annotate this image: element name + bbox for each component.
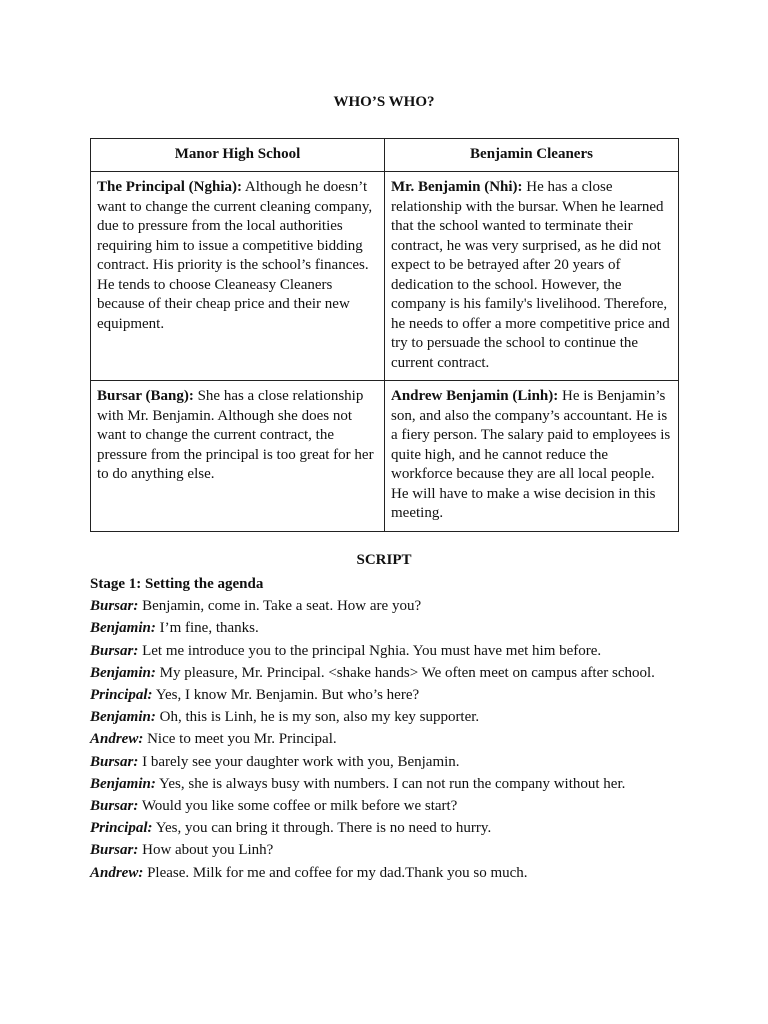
role-name: Bursar (Bang): (97, 388, 194, 404)
dialogue-line (90, 706, 690, 728)
dialogue-text: Let me introduce you to the principal Nghia. You must have met him before. (138, 642, 602, 659)
table-row (91, 172, 679, 381)
header-benjamin-cleaners: Benjamin Cleaners (385, 139, 679, 172)
dialogue-text: Please. Milk for me and coffee for my dad.Thank you so much. (143, 864, 528, 881)
script-heading: SCRIPT (356, 552, 412, 568)
dialogue-text: Oh, this is Linh, he is my son, also my key supporter. (155, 709, 480, 726)
dialogue-text: Yes, she is always busy with numbers. I can not run the company without her. (155, 775, 626, 792)
role-name: Mr. Benjamin (Nhi): (391, 179, 523, 195)
speaker-name: Principal: (90, 820, 153, 837)
dialogue-line (90, 773, 690, 795)
dialogue-text: Benjamin, come in. Take a seat. How are you? (138, 598, 422, 615)
cell-andrew-benjamin (385, 381, 679, 532)
script-body (90, 573, 690, 884)
speaker-name: Bursar: (90, 642, 139, 659)
speaker-name: Bursar: (90, 842, 139, 859)
speaker-name: Benjamin: (90, 709, 156, 726)
cell-bursar (91, 381, 385, 532)
speaker-name: Bursar: (90, 798, 139, 815)
dialogue-text: Would you like some coffee or milk before we start? (138, 798, 458, 815)
dialogue-text: My pleasure, Mr. Principal. <shake hands> We often meet on campus after school. (155, 664, 655, 681)
dialogue-text: Nice to meet you Mr. Principal. (143, 731, 337, 748)
dialogue-text: I barely see your daughter work with you, Benjamin. (138, 753, 460, 770)
dialogue-text: Yes, I know Mr. Benjamin. But who’s here? (152, 687, 420, 704)
table-header-row (91, 139, 679, 172)
speaker-name: Principal: (90, 687, 153, 704)
role-description: Although he doesn’t want to change the current cleaning company, due to pressure from the local authorities requiring him to issue a competitive bidding contract. His priority is the school’s finances. He tends to choose Cleaneasy Cleaners because of their cheap price and their new equipment. (97, 179, 373, 332)
dialogue-line (90, 728, 690, 750)
dialogue-line (90, 617, 690, 639)
dialogue-line (90, 817, 690, 839)
table-row (91, 381, 679, 532)
dialogue-line (90, 684, 690, 706)
speaker-name: Benjamin: (90, 620, 156, 637)
dialogue-line (90, 862, 690, 884)
dialogue-text: Yes, you can bring it through. There is no need to hurry. (152, 820, 492, 837)
speaker-name: Andrew: (90, 864, 144, 881)
role-description: He has a close relationship with the bursar. When he learned that the school wanted to terminate their contract, he was very surprised, as he did not expect to be betrayed after 20 years of dedication to the school. However, the company is his family's livelihood. Therefore, he needs to offer a more competitive price and try to persuade the school to continue the current contract. (391, 179, 670, 371)
dialogue-text: How about you Linh? (138, 842, 274, 859)
dialogue-line (90, 595, 690, 617)
header-manor-high-school: Manor High School (91, 139, 385, 172)
dialogue-text: I’m fine, thanks. (155, 620, 259, 637)
cell-principal (91, 172, 385, 381)
speaker-name: Bursar: (90, 598, 139, 615)
speaker-name: Bursar: (90, 753, 139, 770)
dialogue-line (90, 640, 690, 662)
speaker-name: Andrew: (90, 731, 144, 748)
role-description: She has a close relationship with Mr. Benjamin. Although she does not want to change the current contract, the pressure from the principal is too great for her to do anything else. (97, 388, 374, 482)
cell-mr-benjamin (385, 172, 679, 381)
whos-who-table (90, 138, 679, 532)
page-title: WHO’S WHO? (333, 94, 435, 110)
speaker-name: Benjamin: (90, 664, 156, 681)
dialogue-line (90, 795, 690, 817)
dialogue-line (90, 839, 690, 861)
role-name: The Principal (Nghia): (97, 179, 242, 195)
role-description: He is Benjamin’s son, and also the company’s accountant. He is a fiery person. The salary paid to employees is quite high, and he cannot reduce the workforce because they are all local people. He will have to make a wise decision in this meeting. (391, 388, 671, 521)
role-name: Andrew Benjamin (Linh): (391, 388, 559, 404)
dialogue-line (90, 662, 690, 684)
dialogue-line (90, 751, 690, 773)
stage-heading: Stage 1: Setting the agenda (90, 576, 264, 592)
speaker-name: Benjamin: (90, 775, 156, 792)
